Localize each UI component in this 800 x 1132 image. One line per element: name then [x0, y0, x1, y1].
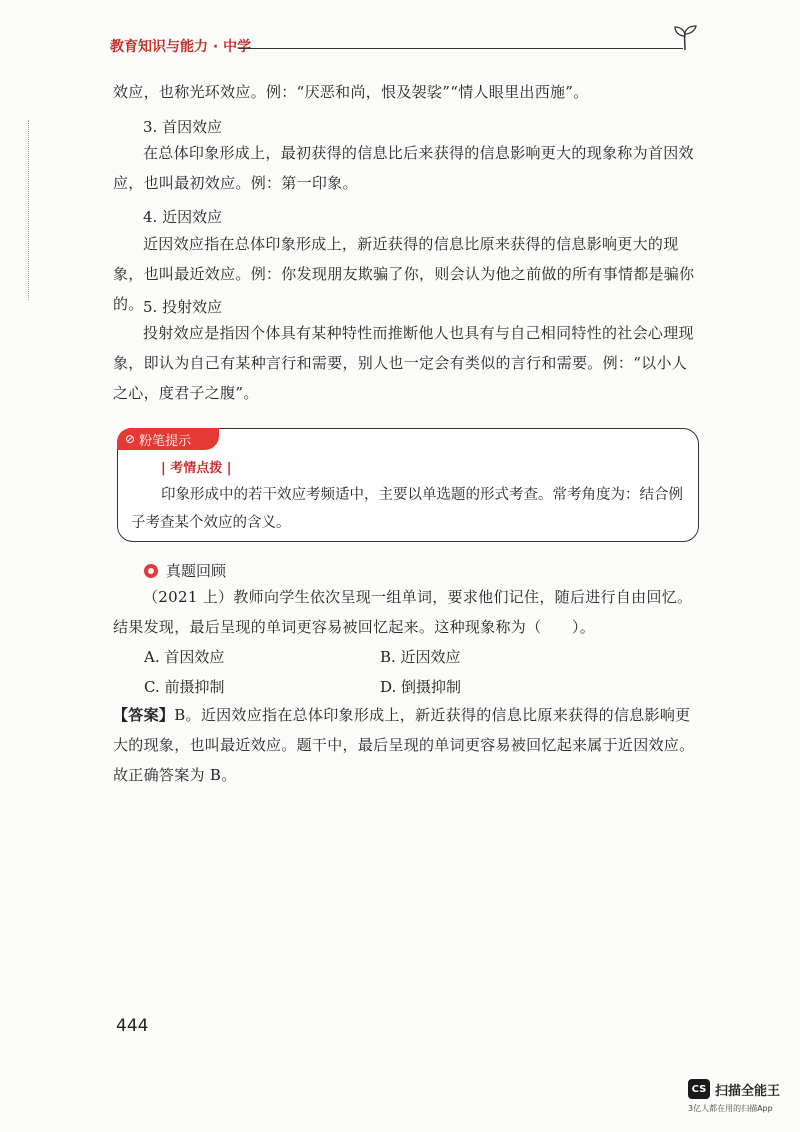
- section-heading: 5. 投射效应: [143, 298, 223, 316]
- scanner-name: 扫描全能王: [715, 1083, 781, 1099]
- tip-text: 印象形成中的若干效应考频适中，主要以单选题的形式考查。常考角度为：结合例子考查某个效应的含义。: [131, 487, 683, 531]
- page-number: 444: [116, 1016, 149, 1036]
- section-body: 在总体印象形成上，最初获得的信息比后来获得的信息影响更大的现象称为首因效应，也叫最初效应。例：第一印象。: [113, 144, 694, 192]
- tip-subtitle: | 考情点拨 |: [161, 461, 232, 476]
- option-a: A. 首因效应: [144, 648, 225, 666]
- header-title: 教育知识与能力 · 中学: [110, 39, 252, 55]
- question-stem: （2021 上）教师向学生依次呈现一组单词，要求他们记住，随后进行自由回忆。结果发现，最后呈现的单词更容易被回忆起来。这种现象称为（ ）。: [113, 588, 693, 636]
- option-b: B. 近因效应: [380, 648, 461, 666]
- review-heading: [144, 560, 226, 581]
- review-label: 真题回顾: [166, 562, 227, 580]
- option-c: C. 前摄抑制: [144, 678, 225, 696]
- header-rule: [238, 48, 683, 49]
- section-body: 近因效应指在总体印象形成上，新近获得的信息比原来获得的信息影响更大的现象，也叫最近效应。例：你发现朋友欺骗了你，则会认为他之前做的所有事情都是骗你的。: [113, 235, 695, 313]
- section-heading: 3. 首因效应: [143, 118, 223, 136]
- section-body: 投射效应是指因个体具有某种特性而推断他人也具有与自己相同特性的社会心理现象，即认为自己有某种言行和需要，别人也一定会有类似的言行和需要。例：“以小人之心，度君子之腹”。: [113, 324, 694, 402]
- tip-box: [117, 428, 699, 542]
- answer-text: B。近因效应指在总体印象形成上，新近获得的信息比原来获得的信息影响更大的现象，也叫最近效应。题干中，最后呈现的单词更容易被回忆起来属于近因效应。故正确答案为 B。: [113, 706, 695, 784]
- answer: [113, 700, 698, 790]
- intro-line: 效应，也称光环效应。例：“厌恶和尚，恨及袈裟”“情人眼里出西施”。: [113, 83, 589, 101]
- scanner-tagline: 3亿人都在用的扫描App: [688, 1104, 773, 1113]
- sprout-icon: [670, 24, 700, 52]
- scanner-logo: CS: [688, 1079, 710, 1099]
- page-header: [110, 36, 695, 60]
- gear-icon: [144, 564, 158, 578]
- answer-label: 【答案】: [113, 706, 175, 724]
- scan-margin-mark: [28, 120, 29, 300]
- section-heading: 4. 近因效应: [143, 208, 223, 226]
- tip-tag-label: 粉笔提示: [139, 433, 192, 449]
- scanner-watermark: [688, 1079, 780, 1099]
- option-d: D. 倒摄抑制: [380, 678, 462, 696]
- tip-tag: [117, 428, 219, 450]
- pencil-icon: ⊘: [125, 432, 136, 446]
